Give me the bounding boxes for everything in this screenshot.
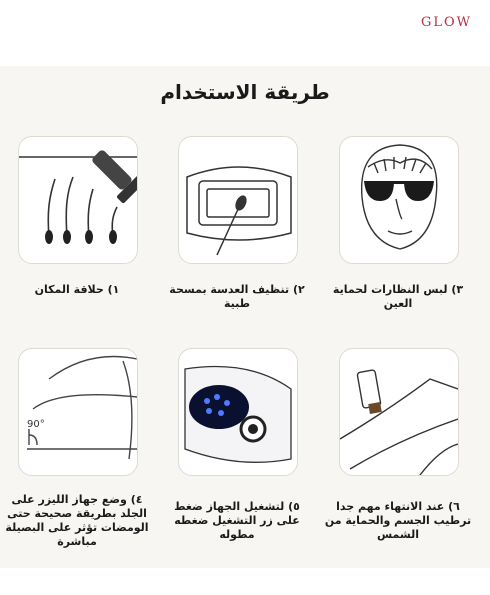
sunglasses-face-icon <box>340 137 458 263</box>
device-90-degree-icon <box>19 349 137 475</box>
step-6-card <box>339 348 459 476</box>
step-4-card <box>18 348 138 476</box>
page-title: طريقة الاستخدام <box>160 80 330 104</box>
brand-logo: GLOW <box>420 15 472 30</box>
shaving-hair-icon <box>19 137 137 263</box>
step-3-card <box>339 136 459 264</box>
step-6-caption: ٦) عند الانتهاء مهم جدا ترطيب الجسم والحماية من الشمس <box>324 500 472 541</box>
step-2-caption: ٢) تنظيف العدسة بمسحة طبية <box>169 283 305 310</box>
angle-label: 90° <box>27 419 45 430</box>
step-1-caption: ١) حلاقة المكان <box>34 283 120 296</box>
step-1-card <box>18 136 138 264</box>
step-5-card <box>178 348 298 476</box>
step-2-card <box>178 136 298 264</box>
step-4-caption: ٤) وضع جهاز الليزر على الجلد بطريقة صحيحة حتى الومضات تؤثر على البصيلة مباشرة <box>5 493 149 548</box>
lens-cleaning-icon <box>179 137 297 263</box>
step-5-caption: ٥) لتشغيل الجهاز ضغط على زر التشغيل ضغطه مطوله <box>174 500 300 541</box>
step-3-caption: ٣) لبس النظارات لحماية العين <box>332 283 464 310</box>
moisturizer-skin-icon <box>340 349 458 475</box>
power-button-icon <box>179 349 297 475</box>
